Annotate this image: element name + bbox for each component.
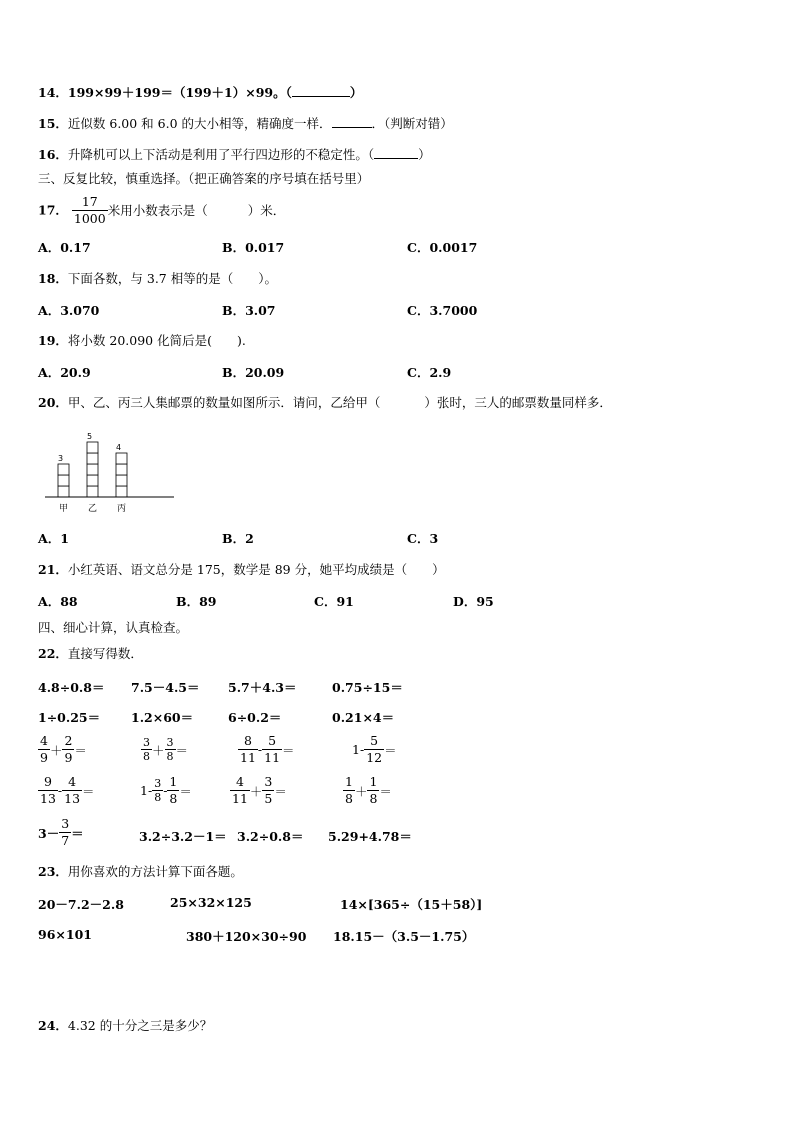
bar-value-label: 3 [57, 454, 64, 463]
bar-甲 [58, 464, 69, 497]
question-number: 24． [38, 1018, 68, 1033]
answer-blank[interactable] [332, 115, 372, 128]
calc-item: $\frac{4}{9}$ ＋ $\frac{2}{9}$ ＝ [40, 733, 87, 765]
calc-item: 25×32×125 [170, 895, 252, 910]
stamp-square [87, 464, 98, 475]
option-c[interactable]: C．91 [314, 594, 354, 609]
stamp-square [87, 453, 98, 464]
option-b[interactable]: B．20.09 [222, 365, 285, 380]
option-a[interactable]: A．0.17 [38, 240, 91, 255]
question-number: 22． [38, 646, 68, 661]
calc-item: 20－7.2－2.8 [38, 897, 124, 912]
question-20: 20．甲、乙、丙三人集邮票的数量如图所示．请问，乙给甲（ ）张时，三人的邮票数量同样多． [38, 395, 612, 410]
option-a[interactable]: A．88 [38, 594, 78, 609]
question-15: 15．近似数 6.00 和 6.0 的大小相等，精确度一样． ．（判断对错） [38, 116, 453, 131]
bar-乙 [87, 442, 98, 497]
stamp-chart [40, 422, 180, 518]
question-24: 24．4.32 的十分之三是多少？ [38, 1018, 213, 1033]
calc-item: 1- $\frac{3}{8}$ - $\frac{1}{8}$ ＝ [140, 774, 192, 806]
question-number: 19． [38, 333, 68, 348]
option-c[interactable]: C．3.7000 [407, 303, 478, 318]
calc-item: $\frac{3}{8}$ ＋ $\frac{3}{8}$ ＝ [143, 736, 189, 763]
calc-item: 18.15－（3.5－1.75） [333, 929, 475, 944]
answer-blank[interactable] [292, 84, 350, 97]
option-a[interactable]: A．3.070 [38, 303, 100, 318]
calc-item: 3－ $\frac{3}{7}$ ＝ [38, 816, 84, 848]
question-14: 14．199×99＋199＝（199＋1）×99。（ ） [38, 85, 363, 100]
stamp-square [116, 453, 127, 464]
question-number: 18． [38, 271, 68, 286]
bar-value-label: 5 [86, 432, 93, 441]
option-b[interactable]: B．2 [222, 531, 254, 546]
calc-item: $\frac{1}{8}$ ＋ $\frac{1}{8}$ ＝ [345, 774, 392, 806]
option-b[interactable]: B．89 [176, 594, 217, 609]
question-number: 20． [38, 395, 68, 410]
bar-value-label: 4 [115, 443, 122, 452]
option-a[interactable]: A．1 [38, 531, 69, 546]
calc-item: 3.2÷0.8＝ [237, 829, 304, 844]
section-4-heading: 四、细心计算，认真检查。 [38, 620, 189, 635]
question-number: 21． [38, 562, 68, 577]
calc-item: $\frac{4}{11}$ ＋ $\frac{3}{5}$ ＝ [232, 774, 287, 806]
stamp-square [87, 486, 98, 497]
question-number: 16． [38, 147, 68, 162]
stamp-square [87, 442, 98, 453]
question-23: 23．用你喜欢的方法计算下面各题。 [38, 864, 243, 879]
question-number: 14． [38, 85, 68, 100]
question-19: 19．将小数 20.090 化简后是( ). [38, 333, 246, 348]
calc-item: 3.2÷3.2－1＝ [139, 829, 227, 844]
calc-item: 380＋120×30÷90 [186, 929, 307, 944]
calc-item: 7.5－4.5＝ [131, 680, 200, 695]
stamp-square [87, 475, 98, 486]
calc-item: 6÷0.2＝ [228, 710, 282, 725]
stamp-square [116, 475, 127, 486]
question-number: 15． [38, 116, 68, 131]
calc-item: 5.29+4.78＝ [328, 829, 412, 844]
calc-item: 1÷0.25＝ [38, 710, 101, 725]
question-22: 22．直接写得数． [38, 646, 143, 661]
question-number: 23． [38, 864, 68, 879]
question-18: 18．下面各数，与 3.7 相等的是（ ）。 [38, 271, 277, 286]
calc-item: $\frac{9}{13}$ - $\frac{4}{13}$ ＝ [40, 774, 95, 806]
calc-item: 5.7＋4.3＝ [228, 680, 297, 695]
category-label: 甲 [58, 504, 69, 514]
question-21: 21．小红英语、语文总分是 175，数学是 89 分，她平均成绩是（ ） [38, 562, 445, 577]
option-a[interactable]: A．20.9 [38, 365, 91, 380]
option-b[interactable]: B．0.017 [222, 240, 285, 255]
fraction: $\frac{17}{1000}$ [73, 194, 106, 226]
option-c[interactable]: C．2.9 [407, 365, 452, 380]
calc-item: $\frac{8}{11}$ - $\frac{5}{11}$ ＝ [240, 733, 295, 765]
option-d[interactable]: D．95 [453, 594, 494, 609]
question-17: 17． $\frac{17}{1000}$ 米用小数表示是（ ）米． [38, 194, 286, 226]
option-c[interactable]: C．3 [407, 531, 439, 546]
stamp-square [116, 464, 127, 475]
calc-item: 0.21×4＝ [332, 710, 395, 725]
calc-item: 4.8÷0.8＝ [38, 680, 105, 695]
stamp-square [116, 486, 127, 497]
stamp-square [58, 475, 69, 486]
calc-item: 1- $\frac{5}{12}$ ＝ [352, 733, 397, 765]
calc-item: 1.2×60＝ [131, 710, 194, 725]
option-b[interactable]: B．3.07 [222, 303, 276, 318]
question-number: 17． [38, 202, 68, 218]
calc-item: 0.75÷15＝ [332, 680, 403, 695]
option-c[interactable]: C．0.0017 [407, 240, 478, 255]
bar-丙 [116, 453, 127, 497]
calc-item: 96×101 [38, 927, 92, 942]
question-16: 16．升降机可以上下活动是利用了平行四边形的不稳定性。（ ） [38, 147, 431, 162]
category-label: 乙 [87, 504, 98, 514]
section-3-heading: 三、反复比较，慎重选择。（把正确答案的序号填在括号里） [38, 171, 370, 186]
category-label: 丙 [116, 504, 127, 514]
stamp-square [58, 486, 69, 497]
calc-item: 14×[365÷（15＋58）] [340, 897, 483, 912]
answer-blank[interactable] [374, 146, 418, 159]
stamp-square [58, 464, 69, 475]
